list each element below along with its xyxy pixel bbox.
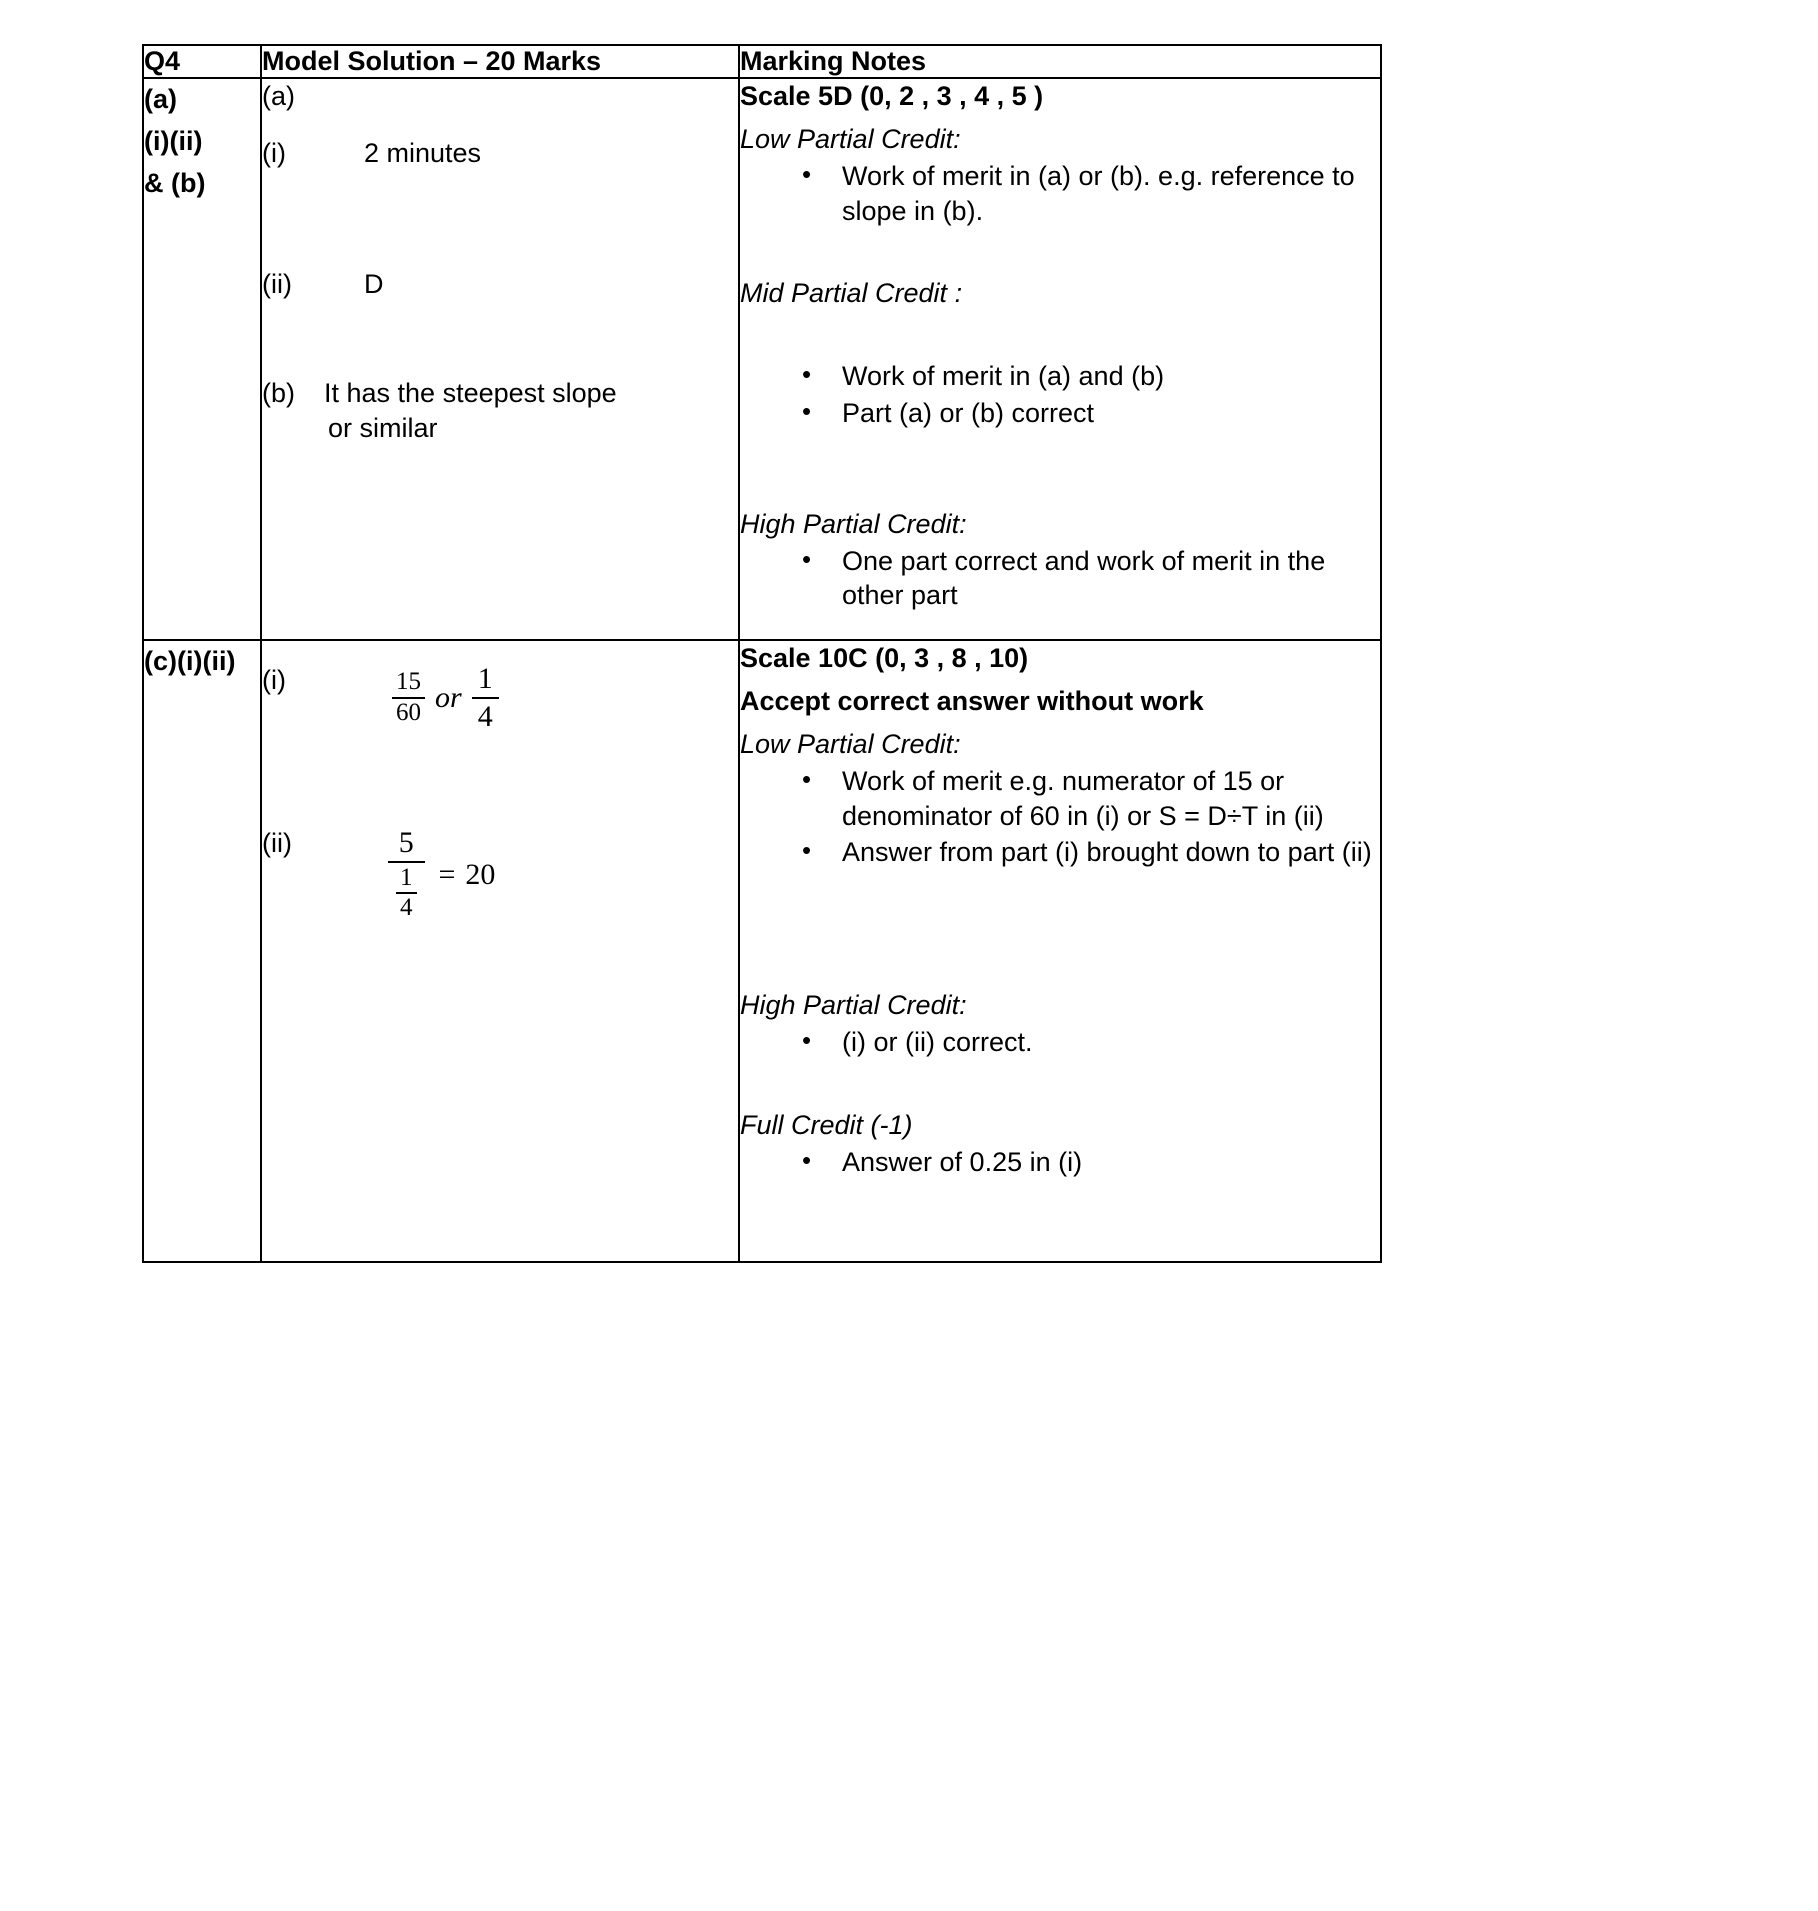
question-ref-line: (c)(i)(ii) [144, 646, 236, 677]
model-item-math-i [390, 663, 501, 732]
credit-bullet: • Work of merit in (a) or (b). e.g. reference to slope in (b). [802, 159, 1380, 228]
model-item-value: D [364, 269, 384, 300]
spacer [262, 171, 738, 267]
spacer [740, 313, 1380, 359]
model-part-b-line-1: It has the steepest slope [324, 378, 617, 409]
fraction-1-4 [472, 663, 499, 732]
table-header-row [143, 45, 1381, 78]
spacer [262, 732, 738, 826]
credit-bullet: • Part (a) or (b) correct [802, 396, 1380, 431]
credit-heading-high: High Partial Credit: [740, 508, 967, 539]
credit-heading-mid: Mid Partial Credit : [740, 278, 963, 309]
fraction-denominator: 60 [392, 697, 425, 726]
table-header [143, 45, 1381, 78]
accept-note: Accept correct answer without work [740, 686, 1204, 717]
math-operator-or: or [435, 681, 462, 715]
model-solution-cell-a [261, 78, 739, 640]
credit-bullet: • (i) or (ii) correct. [802, 1025, 1380, 1060]
question-ref-cell-a [143, 78, 261, 640]
fraction-denominator: 4 [396, 892, 417, 921]
fraction-15-60 [392, 669, 425, 726]
spacer [740, 433, 1380, 507]
model-item-math-ii [386, 827, 495, 921]
fraction-numerator: 5 [398, 826, 414, 860]
spacer [740, 230, 1380, 276]
fraction-denominator [388, 861, 425, 922]
spacer [740, 966, 1380, 988]
spacer [740, 872, 1380, 966]
credit-bullet-list-low [740, 159, 1380, 228]
inner-fraction-1-4 [396, 865, 417, 922]
model-item-c-ii [262, 826, 738, 921]
table-row [143, 640, 1381, 1262]
credit-bullet: • Work of merit in (a) and (b) [802, 359, 1380, 394]
fraction-numerator: 15 [396, 668, 421, 696]
model-part-b [262, 376, 738, 411]
credit-bullet: • One part correct and work of merit in the other part [802, 544, 1380, 613]
table-body [143, 78, 1381, 1262]
credit-heading-high: High Partial Credit: [740, 989, 967, 1020]
marking-notes-cell-c [739, 640, 1381, 1262]
credit-bullet: • Work of merit e.g. numerator of 15 or denominator of 60 in (i) or S = D÷T in (ii) [802, 764, 1380, 833]
credit-bullet-list-full [740, 1145, 1380, 1180]
credit-bullet: • Answer from part (i) brought down to part (ii) [802, 835, 1380, 870]
math-operator-equals: = [438, 857, 456, 891]
column-header-marking-notes: Marking Notes [739, 45, 1381, 78]
model-item-label: (b) [262, 378, 295, 409]
fraction-numerator: 1 [477, 662, 493, 696]
credit-heading-low: Low Partial Credit: [740, 124, 961, 155]
model-item-c-i [262, 663, 738, 732]
spacer [262, 114, 738, 136]
model-item-label: (ii) [262, 828, 292, 859]
nested-fraction [388, 827, 425, 921]
fraction-numerator: 1 [400, 863, 413, 891]
marking-scale: Scale 10C (0, 3 , 8 , 10) [740, 643, 1029, 674]
math-result: 20 [465, 857, 496, 891]
spacer [262, 302, 738, 376]
marking-scale: Scale 5D (0, 2 , 3 , 4 , 5 ) [740, 81, 1044, 112]
fraction-denominator: 4 [472, 697, 499, 733]
model-part-b-line-2: or similar [328, 413, 438, 444]
credit-bullet-list-mid [740, 359, 1380, 430]
marking-scheme-table [142, 44, 1382, 1263]
question-ref-cell-c [143, 640, 261, 1262]
credit-bullet-list-high [740, 544, 1380, 613]
spacer [740, 1062, 1380, 1108]
credit-heading-low: Low Partial Credit: [740, 729, 961, 760]
model-item-a-ii [262, 267, 738, 302]
credit-heading-full: Full Credit (-1) [740, 1109, 913, 1140]
column-header-model-solution: Model Solution – 20 Marks [261, 45, 739, 78]
marking-notes-cell-a [739, 78, 1381, 640]
model-item-label: (ii) [262, 269, 292, 300]
credit-bullet: • Answer of 0.25 in (i) [802, 1145, 1380, 1180]
credit-bullet-list-low [740, 764, 1380, 870]
model-solution-cell-c [261, 640, 739, 1262]
question-ref-line: (i)(ii) [144, 125, 203, 156]
table-row [143, 78, 1381, 640]
model-part-a-label: (a) [262, 81, 295, 112]
model-item-label: (i) [262, 138, 286, 169]
model-item-label: (i) [262, 665, 286, 696]
question-ref-line: & (b) [144, 167, 206, 198]
column-header-question: Q4 [143, 45, 261, 78]
model-item-a-i [262, 136, 738, 171]
credit-bullet-list-high [740, 1025, 1380, 1060]
spacer [262, 641, 738, 663]
model-item-value: 2 minutes [364, 138, 482, 169]
question-ref-line: (a) [144, 84, 177, 115]
